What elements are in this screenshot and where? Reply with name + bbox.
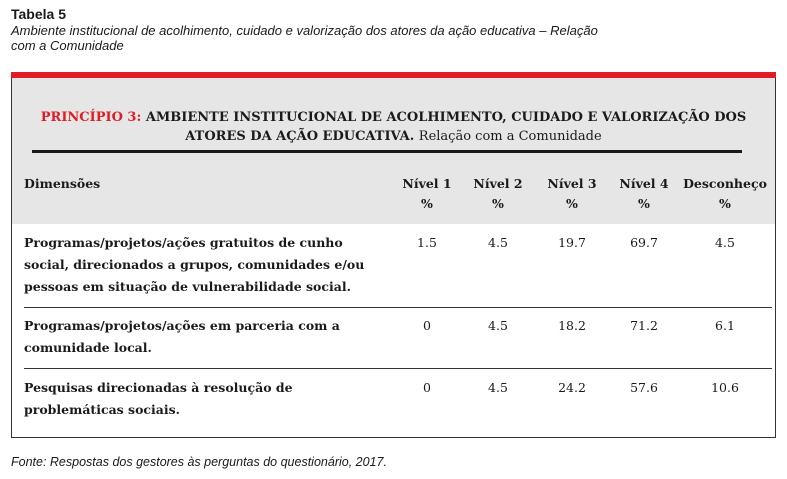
column-header-nivel-1 [387,174,467,214]
principle-heading [32,108,755,146]
cell-nivel-3: 19.7 [558,235,586,250]
cell-nivel-4: 69.7 [630,235,658,250]
column-header-nivel-2 [458,174,538,214]
data-table [11,78,776,438]
row-dimension [24,232,374,298]
cell-nivel-2: 4.5 [488,235,508,250]
cell-nivel-3: 18.2 [558,318,586,333]
row-dimension-line: Pesquisas direcionadas à resolução de [24,380,293,395]
cell-nivel-1: 0 [423,380,431,395]
row-dimension-line: problemáticas sociais. [24,402,181,417]
column-header-nivel-3 [532,174,612,214]
principle-title-line2: ATORES DA AÇÃO EDUCATIVA. [185,129,415,144]
header-unit: % [566,196,578,211]
table-caption [11,6,776,53]
cell-nivel-4: 57.6 [630,380,658,395]
header-unit: % [421,196,433,211]
header-unit: % [719,196,731,211]
column-header-nivel-4 [604,174,684,214]
row-dimension [24,377,374,421]
header-divider [32,150,742,153]
header-label: Nível 4 [619,176,669,191]
source-note: Fonte: Respostas dos gestores às perguntas do questionário, 2017. [11,455,387,469]
cell-nivel-3: 24.2 [558,380,586,395]
row-dimension-line: comunidade local. [24,340,152,355]
cell-nivel-2: 4.5 [488,318,508,333]
table-subtitle-line1: Ambiente institucional de acolhimento, cuidado e valorização dos atores da ação educativa – Relação [11,23,598,38]
principle-suffix: Relação com a Comunidade [418,129,602,144]
cell-nivel-1: 1.5 [417,235,437,250]
row-divider [24,307,772,308]
table-header-area [12,78,775,224]
cell-nivel-4: 71.2 [630,318,658,333]
header-label: Nível 3 [547,176,597,191]
row-dimension-line: Programas/projetos/ações gratuitos de cunho [24,235,343,250]
row-dimension [24,315,374,359]
table-subtitle-line2: com a Comunidade [11,38,124,53]
row-divider [24,368,772,369]
header-unit: % [492,196,504,211]
table-number: Tabela 5 [11,6,66,22]
column-header-desconheco [680,174,770,214]
column-header-dimensions: Dimensões [24,176,101,191]
cell-nivel-2: 4.5 [488,380,508,395]
cell-desconheco: 4.5 [715,235,735,250]
header-label: Nível 1 [402,176,452,191]
row-dimension-line: pessoas em situação de vulnerabilidade social. [24,279,351,294]
cell-desconheco: 10.6 [711,380,739,395]
header-label: Nível 2 [473,176,523,191]
principle-title-line1: AMBIENTE INSTITUCIONAL DE ACOLHIMENTO, CUIDADO E VALORIZAÇÃO DOS [145,110,747,125]
header-label: Desconheço [683,176,767,191]
row-dimension-line: social, direcionados a grupos, comunidades e/ou [24,257,365,272]
row-dimension-line: Programas/projetos/ações em parceria com a [24,318,340,333]
principle-label: PRINCÍPIO 3: [40,110,142,125]
cell-desconheco: 6.1 [715,318,735,333]
header-unit: % [638,196,650,211]
cell-nivel-1: 0 [423,318,431,333]
